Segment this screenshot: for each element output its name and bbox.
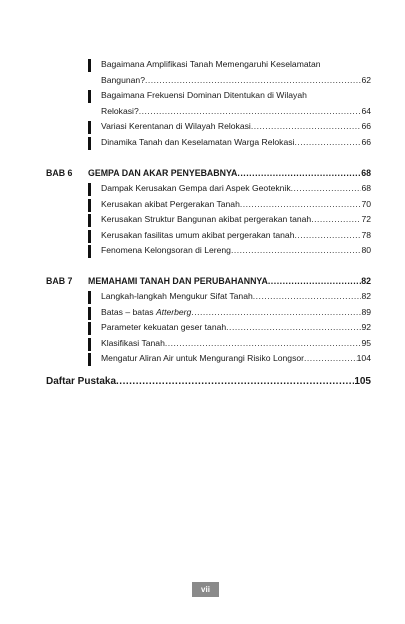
bibliography-page: 105 xyxy=(354,376,371,387)
entry-page: 62 xyxy=(361,74,371,85)
entry-page: 82 xyxy=(361,291,371,301)
dot-leader xyxy=(226,320,361,336)
entry-page: 66 xyxy=(361,137,371,147)
entry-page: 92 xyxy=(361,322,371,332)
dot-leader xyxy=(165,336,362,352)
entry-title: Kerusakan Struktur Bangunan akibat pergerakan tanah xyxy=(101,214,312,224)
dot-leader xyxy=(268,274,361,289)
entry-title-plain: Batas – batas xyxy=(101,307,156,317)
dot-leader xyxy=(237,166,361,181)
dot-leader xyxy=(191,305,361,321)
chapter-title: GEMPA DAN AKAR PENYEBABNYA xyxy=(88,168,238,178)
entry-page: 72 xyxy=(361,214,371,224)
chapter-page: 68 xyxy=(361,168,371,178)
entry-page: 95 xyxy=(361,338,371,348)
entry-page: 78 xyxy=(361,230,371,240)
entry-page: 104 xyxy=(356,353,371,363)
chapter-page: 82 xyxy=(361,276,371,286)
entry-title-line1: Bagaimana Amplifikasi Tanah Memengaruhi Keselamatan xyxy=(101,59,321,69)
entry-page: 66 xyxy=(361,121,371,131)
entry-page: 89 xyxy=(361,307,371,317)
dot-leader xyxy=(253,289,362,305)
entry-marker xyxy=(88,245,91,258)
dot-leader xyxy=(116,374,354,390)
entry-marker xyxy=(88,291,91,304)
page-number: vii xyxy=(192,582,219,597)
chapter-number: BAB 7 xyxy=(46,276,73,286)
entry-title: Variasi Kerentanan di Wilayah Relokasi xyxy=(101,121,251,131)
entry-page: 64 xyxy=(361,105,371,116)
entry-marker xyxy=(88,214,91,227)
entry-title xyxy=(101,305,191,321)
dot-leader xyxy=(145,73,361,89)
entry-marker xyxy=(88,199,91,212)
dot-leader xyxy=(139,104,362,120)
entry-marker xyxy=(88,353,91,366)
chapter-number: BAB 6 xyxy=(46,168,73,178)
chapter-title: MEMAHAMI TANAH DAN PERUBAHANNYA xyxy=(88,276,268,286)
entry-title: Kerusakan akibat Pergerakan Tanah xyxy=(101,199,240,209)
dot-leader xyxy=(294,228,361,244)
dot-leader xyxy=(231,243,361,259)
entry-marker xyxy=(88,338,91,351)
entry-title: Dampak Kerusakan Gempa dari Aspek Geoteknik xyxy=(101,183,291,193)
entry-title: Klasifikasi Tanah xyxy=(101,338,165,348)
entry-title: Kerusakan fasilitas umum akibat pergerakan tanah xyxy=(101,230,295,240)
entry-title-line1: Bagaimana Frekuensi Dominan Ditentukan di Wilayah xyxy=(101,90,307,100)
entry-title: Fenomena Kelongsoran di Lereng xyxy=(101,245,231,255)
entry-title-italic: Atterberg xyxy=(155,307,192,317)
entry-marker xyxy=(88,137,91,150)
bibliography-title: Daftar Pustaka xyxy=(46,376,117,387)
entry-title-line2: Relokasi? xyxy=(101,105,139,116)
dot-leader xyxy=(311,212,361,228)
entry-marker xyxy=(88,59,91,72)
entry-marker xyxy=(88,322,91,335)
entry-page: 68 xyxy=(361,183,371,193)
dot-leader xyxy=(251,119,362,135)
entry-marker xyxy=(88,90,91,103)
dot-leader xyxy=(304,351,357,367)
entry-marker xyxy=(88,230,91,243)
entry-marker xyxy=(88,121,91,134)
dot-leader xyxy=(240,197,362,213)
entry-title-line2: Bangunan? xyxy=(101,74,145,85)
entry-title: Dinamika Tanah dan Keselamatan Warga Relokasi xyxy=(101,137,295,147)
entry-page: 80 xyxy=(361,245,371,255)
dot-leader xyxy=(294,135,361,151)
entry-title: Mengatur Aliran Air untuk Mengurangi Risiko Longsor xyxy=(101,353,305,363)
entry-title: Langkah-langkah Mengukur Sifat Tanah xyxy=(101,291,253,301)
entry-marker xyxy=(88,307,91,320)
entry-page: 70 xyxy=(361,199,371,209)
dot-leader xyxy=(291,181,362,197)
entry-marker xyxy=(88,183,91,196)
entry-title: Parameter kekuatan geser tanah xyxy=(101,322,227,332)
